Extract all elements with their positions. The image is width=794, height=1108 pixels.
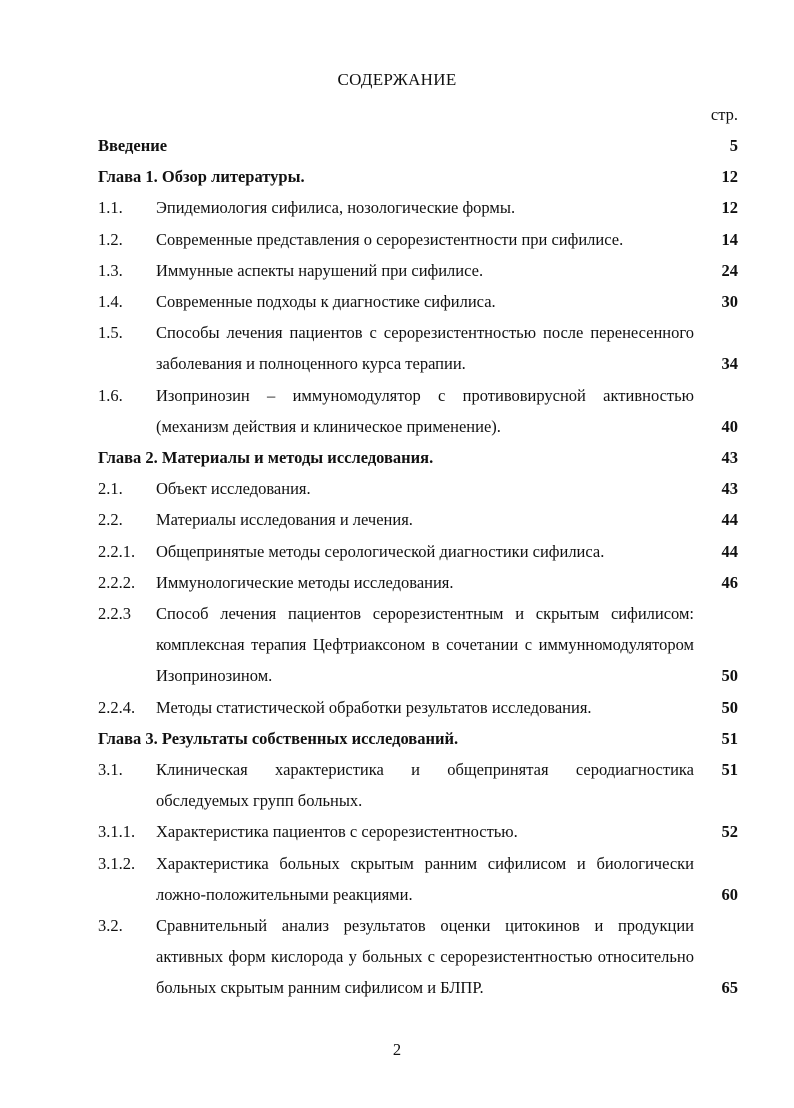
toc-entry <box>98 692 738 723</box>
toc-entry-title: Сравнительный анализ результатов оценки цитокинов и продукции активных форм кислорода у больных с серорезистентностью относительно больных скрытым ранним сифилисом и БЛПР. <box>156 916 694 998</box>
toc-entry-title: Способы лечения пациентов с серорезистентностью после перенесенного заболевания и полноценного курса терапии. <box>156 323 694 374</box>
toc-entry-title: Иммунологические методы исследования. <box>156 572 454 592</box>
toc-chapter-entry <box>98 161 738 192</box>
toc-chapter-entry <box>98 442 738 473</box>
toc-entry-title: Глава 2. Материалы и методы исследования. <box>98 448 434 468</box>
toc-entry-title: Методы статистической обработки результатов исследования. <box>156 697 592 717</box>
toc-entry-page: 46 <box>721 572 738 592</box>
toc-entry <box>98 754 738 816</box>
toc-entry-number: 1.3. <box>98 260 123 280</box>
toc-entry-number: 2.2.1. <box>98 541 136 561</box>
toc-entry-page: 24 <box>721 260 738 280</box>
toc-entry-title: Иммунные аспекты нарушений при сифилисе. <box>156 260 484 280</box>
toc-entry-number: 2.2.4. <box>98 697 136 717</box>
toc-entry-title: Эпидемиология сифилиса, нозологические формы. <box>156 198 516 218</box>
toc-entry-title: Материалы исследования и лечения. <box>156 510 413 530</box>
toc-entry <box>98 473 738 504</box>
toc-entry <box>98 910 738 1004</box>
toc-entry-page: 50 <box>721 697 738 717</box>
toc-entry-number: 1.4. <box>98 292 123 312</box>
toc-entry-page: 44 <box>721 510 738 530</box>
toc-entry-page: 52 <box>721 822 738 842</box>
toc-entry-page: 43 <box>721 448 738 468</box>
toc-entry-number: 1.5. <box>98 323 123 343</box>
toc-entry-page: 51 <box>721 728 738 748</box>
toc-entry <box>98 380 738 442</box>
toc-chapter-entry <box>98 723 738 754</box>
toc-entry-page: 60 <box>721 884 738 904</box>
toc-entry-number: 1.1. <box>98 198 123 218</box>
toc-entry-page: 30 <box>721 292 738 312</box>
toc-entry-title: Современные представления о серорезистентности при сифилисе. <box>156 229 624 249</box>
toc-entry <box>98 255 738 286</box>
toc-entry-title: Клиническая характеристика и общепринятая серодиагностика обследуемых групп больных. <box>156 760 694 811</box>
toc-entry <box>98 536 738 567</box>
toc-entry <box>98 567 738 598</box>
toc-entry-page: 40 <box>721 416 738 436</box>
toc-entry-page: 44 <box>721 541 738 561</box>
toc-entry-number: 1.2. <box>98 229 123 249</box>
toc-entry-number: 2.2.3 <box>98 604 131 624</box>
toc-entry-page: 14 <box>721 229 738 249</box>
toc-entry-title: Глава 1. Обзор литературы. <box>98 167 305 187</box>
toc-entry-number: 2.2. <box>98 510 123 530</box>
toc-entry-number: 3.1.2. <box>98 853 136 873</box>
toc-entry-number: 1.6. <box>98 385 123 405</box>
toc-entry-page: 43 <box>721 479 738 499</box>
toc-chapter-entry <box>98 130 738 161</box>
toc-entry <box>98 224 738 255</box>
toc-entry-number: 2.2.2. <box>98 572 136 592</box>
document-title: СОДЕРЖАНИЕ <box>337 70 457 89</box>
page-number: 2 <box>392 1040 402 1059</box>
toc-entry-number: 2.1. <box>98 479 123 499</box>
toc-entry-page: 51 <box>721 760 738 780</box>
toc-entry <box>98 816 738 847</box>
page-column-label: стр. <box>710 105 738 124</box>
toc-entry-page: 50 <box>721 666 738 686</box>
toc-entry-title: Способ лечения пациентов серорезистентным и скрытым сифилисом: комплексная терапия Цефтриаксоном в сочетании с иммунномодулятором Изопринозином. <box>156 604 694 686</box>
table-of-contents <box>98 130 738 1004</box>
toc-entry <box>98 192 738 223</box>
toc-entry-page: 65 <box>721 978 738 998</box>
toc-entry-page: 5 <box>729 136 738 155</box>
toc-entry <box>98 317 738 379</box>
toc-entry <box>98 848 738 910</box>
toc-entry-title: Введение <box>98 136 168 155</box>
toc-entry-title: Общепринятые методы серологической диагностики сифилиса. <box>156 541 605 561</box>
toc-entry <box>98 286 738 317</box>
toc-entry-title: Характеристика пациентов с серорезистентностью. <box>156 822 518 842</box>
toc-entry-number: 3.1.1. <box>98 822 136 842</box>
toc-entry-page: 34 <box>721 354 738 374</box>
toc-entry-title: Объект исследования. <box>156 479 311 499</box>
toc-entry-number: 3.1. <box>98 760 123 780</box>
toc-entry-page: 12 <box>721 198 738 218</box>
toc-entry-title: Характеристика больных скрытым ранним сифилисом и биологически ложно-положительными реакциями. <box>156 853 694 904</box>
toc-entry-title: Изопринозин – иммуномодулятор с противовирусной активностью (механизм действия и клиническое применение). <box>156 385 694 436</box>
toc-entry <box>98 598 738 692</box>
toc-entry <box>98 504 738 535</box>
toc-entry-title: Глава 3. Результаты собственных исследований. <box>98 728 459 748</box>
toc-entry-number: 3.2. <box>98 916 123 936</box>
toc-entry-title: Современные подходы к диагностике сифилиса. <box>156 292 496 312</box>
toc-entry-page: 12 <box>721 167 738 187</box>
